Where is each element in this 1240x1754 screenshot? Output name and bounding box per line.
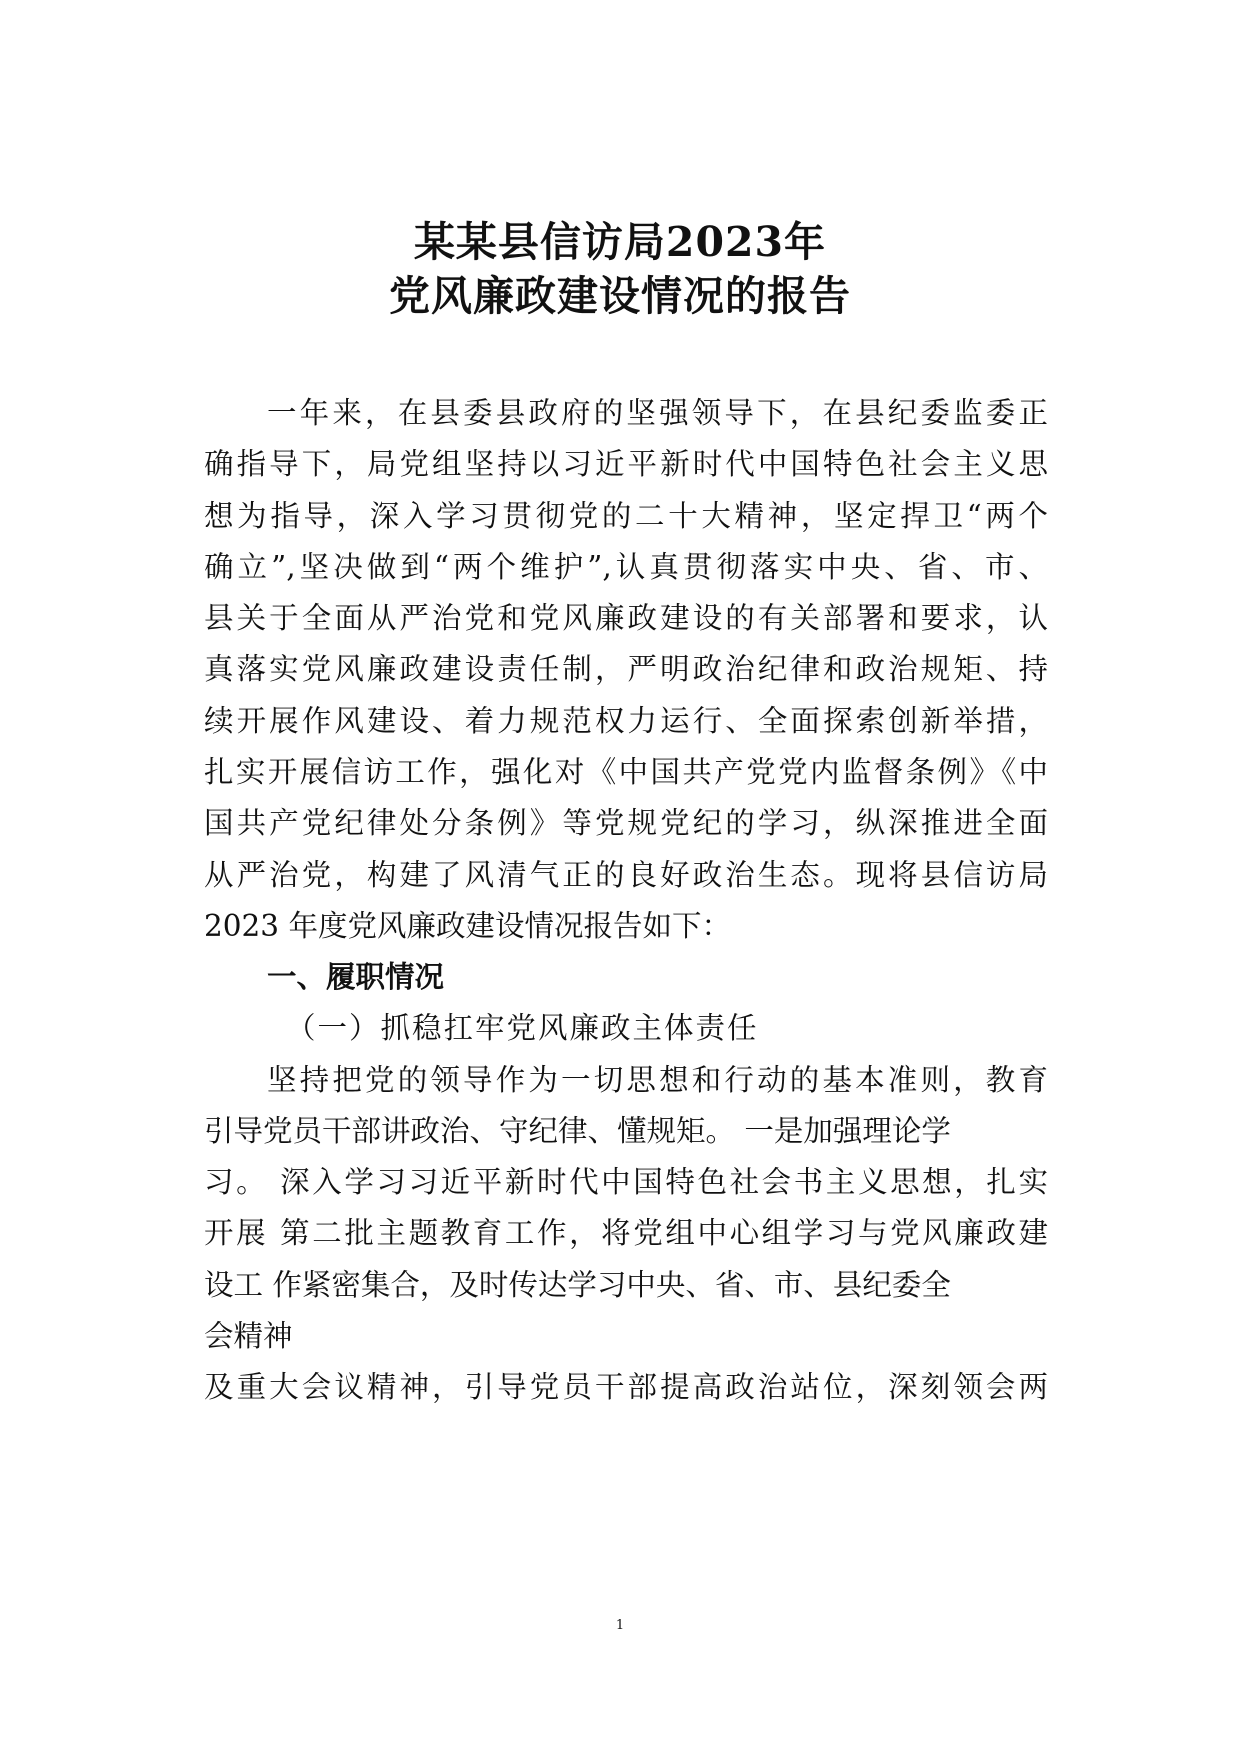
body-line: 会精神 [204,1319,293,1353]
body-line: 设工 作紧密集合，及时传达学习中央、省、市、县纪委全 [204,1268,951,1302]
document-title-line-2: 党风廉政建设情况的报告 [389,272,851,320]
body-line: 习。 深入学习习近平新时代中国特色社会书主义思想，扎实 [204,1165,1048,1199]
intro-line: 确指导下，局党组坚持以习近平新时代中国特色社会主义思 [204,447,1048,481]
document-title-line-1: 某某县信访局2023年 [413,218,827,266]
subsection-heading: （一）抓稳扛牢党风廉政主体责任 [286,1011,759,1045]
intro-line: 扎实开展信访工作，强化对《中国共产党党内监督条例》《中 [204,755,1048,789]
body-line: 及重大会议精神，引导党员干部提高政治站位，深刻领会两 [204,1370,1048,1404]
intro-line: 从严治党，构建了风清气正的良好政治生态。现将县信访局 [204,858,1048,892]
section-heading: 一、履职情况 [267,960,445,994]
intro-line: 国共产党纪律处分条例》等党规党纪的学习，纵深推进全面 [204,806,1048,840]
intro-line: 2023 年度党风廉政建设情况报告如下： [204,909,731,943]
intro-line: 真落实党风廉政建设责任制，严明政治纪律和政治规矩、持 [204,652,1048,686]
body-line: 坚持把党的领导作为一切思想和行动的基本准则，教育 [267,1063,1048,1097]
intro-line: 确立”,坚决做到“两个维护”,认真贯彻落实中央、省、市、 [204,550,1048,584]
page-number: 1 [615,1618,625,1633]
intro-line: 县关于全面从严治党和党风廉政建设的有关部署和要求，认 [204,601,1048,635]
body-line: 引导党员干部讲政治、守纪律、懂规矩。 一是加强理论学 [204,1114,951,1148]
intro-line: 一年来，在县委县政府的坚强领导下，在县纪委监委正 [267,396,1048,430]
intro-line: 续开展作风建设、着力规范权力运行、全面探索创新举措， [204,704,1048,738]
intro-line: 想为指导，深入学习贯彻党的二十大精神，坚定捍卫“两个 [204,499,1048,533]
body-line: 开展 第二批主题教育工作，将党组中心组学习与党风廉政建 [204,1216,1048,1250]
